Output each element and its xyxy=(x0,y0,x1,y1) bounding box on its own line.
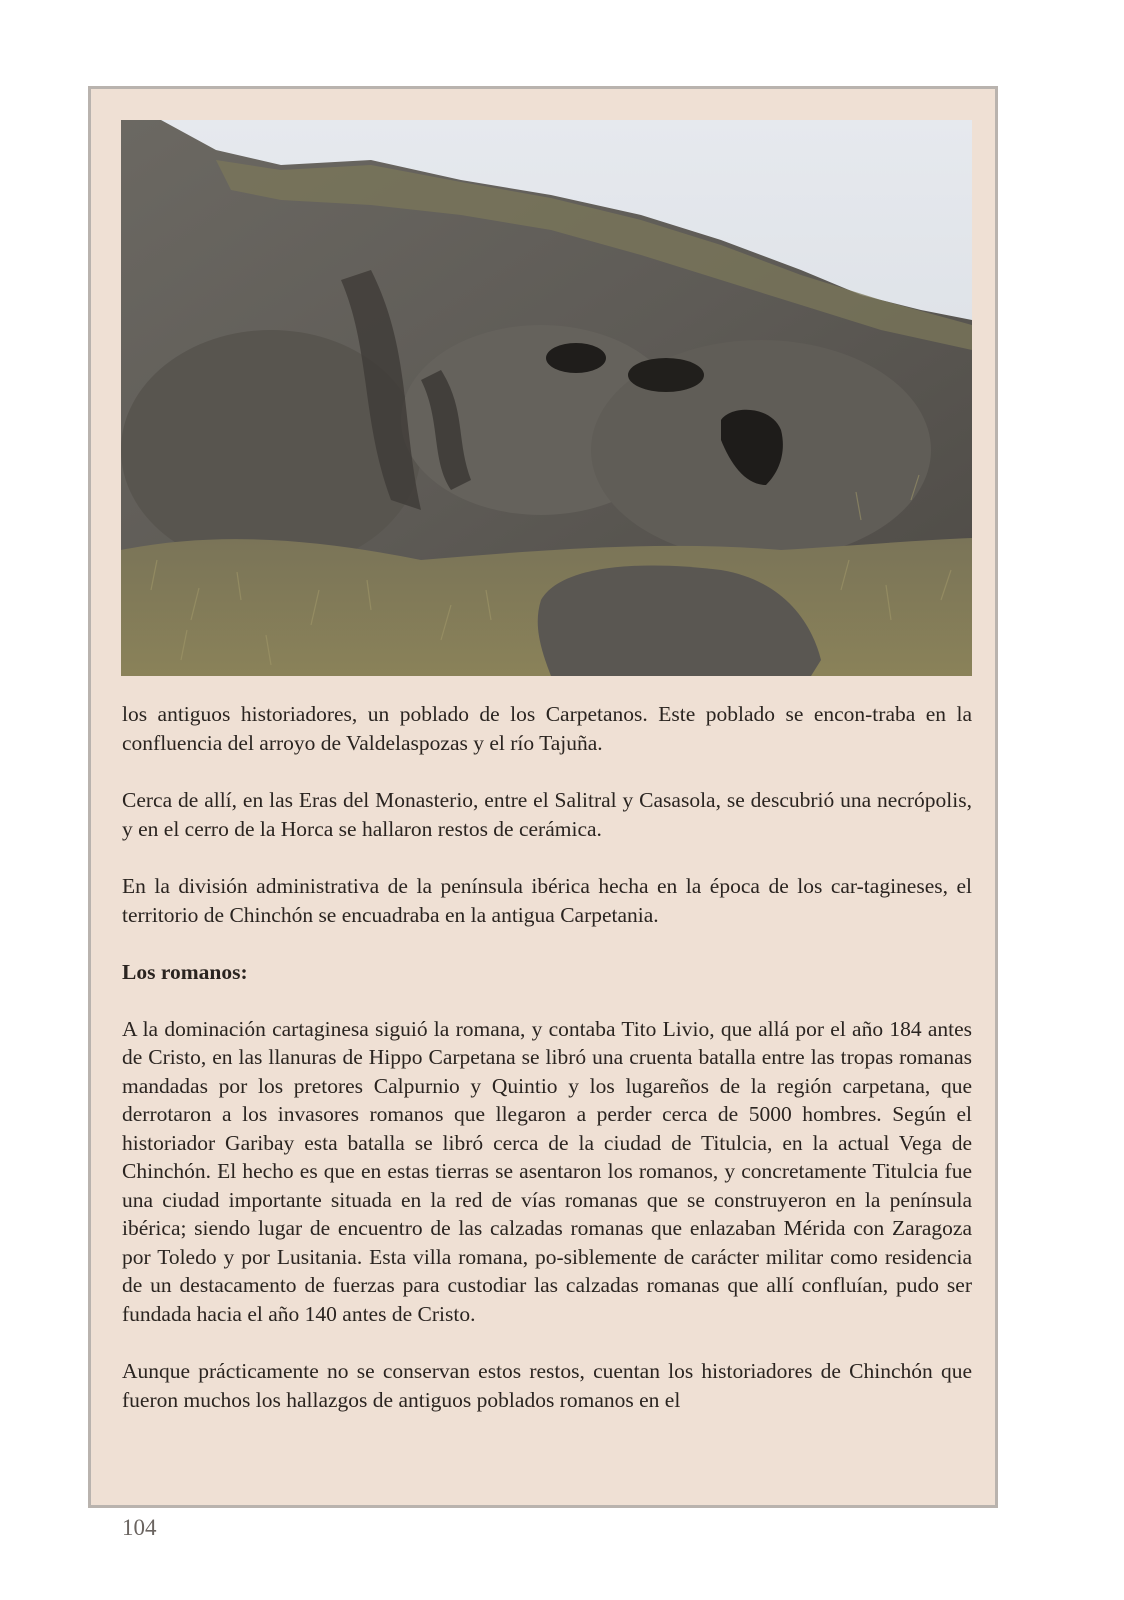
paragraph-3: En la división administrativa de la península ibérica hecha en la época de los car-tagineses, el territorio de Chinchón se encuadraba en la antigua Carpetania. xyxy=(122,874,972,927)
paragraph-1: los antiguos historiadores, un poblado de los Carpetanos. Este poblado se encon-traba en la confluencia del arroyo de Valdelaspozas y el río Tajuña. xyxy=(122,702,972,755)
paragraph-2: Cerca de allí, en las Eras del Monasterio, entre el Salitral y Casasola, se descubrió una necrópolis, y en el cerro de la Horca se hallaron restos de cerámica. xyxy=(122,788,972,841)
paragraph-4: A la dominación cartaginesa siguió la romana, y contaba Tito Livio, que allá por el año 184 antes de Cristo, en las llanuras de Hippo Carpetana se libró una cruenta batalla entre las tropas romanas mandadas por los pretores Calpurnio y Quintio y los lugareños de la región carpetana, que derrotaron a los invasores romanos que llegaron a perder cerca de 5000 hombres. Según el historiador Garibay esta batalla se libró cerca de la ciudad de Titulcia, en la actual Vega de Chinchón. El hecho es que en estas tierras se asentaron los romanos, y concretamente Titulcia fue una ciudad importante situada en la red de vías romanas que se construyeron en la península ibérica; siendo lugar de encuentro de las calzadas romanas que enlazaban Mérida con Zaragoza por Toledo y por Lusitania. Esta villa romana, po-siblemente de carácter militar como residencia de un destacamento de fuerzas para custodiar las calzadas romanas que allí confluían, pudo ser fundada hacia el año 140 antes de Cristo. xyxy=(122,1016,972,1326)
hillside-photo xyxy=(121,120,972,676)
paragraph-5: Aunque prácticamente no se conservan estos restos, cuentan los historiadores de Chinchón que fueron muchos los hallazgos de antiguos poblados romanos en el xyxy=(122,1359,972,1412)
section-heading: Los romanos: xyxy=(122,960,248,984)
body-text xyxy=(122,700,972,1443)
page-number: 104 xyxy=(122,1515,157,1540)
